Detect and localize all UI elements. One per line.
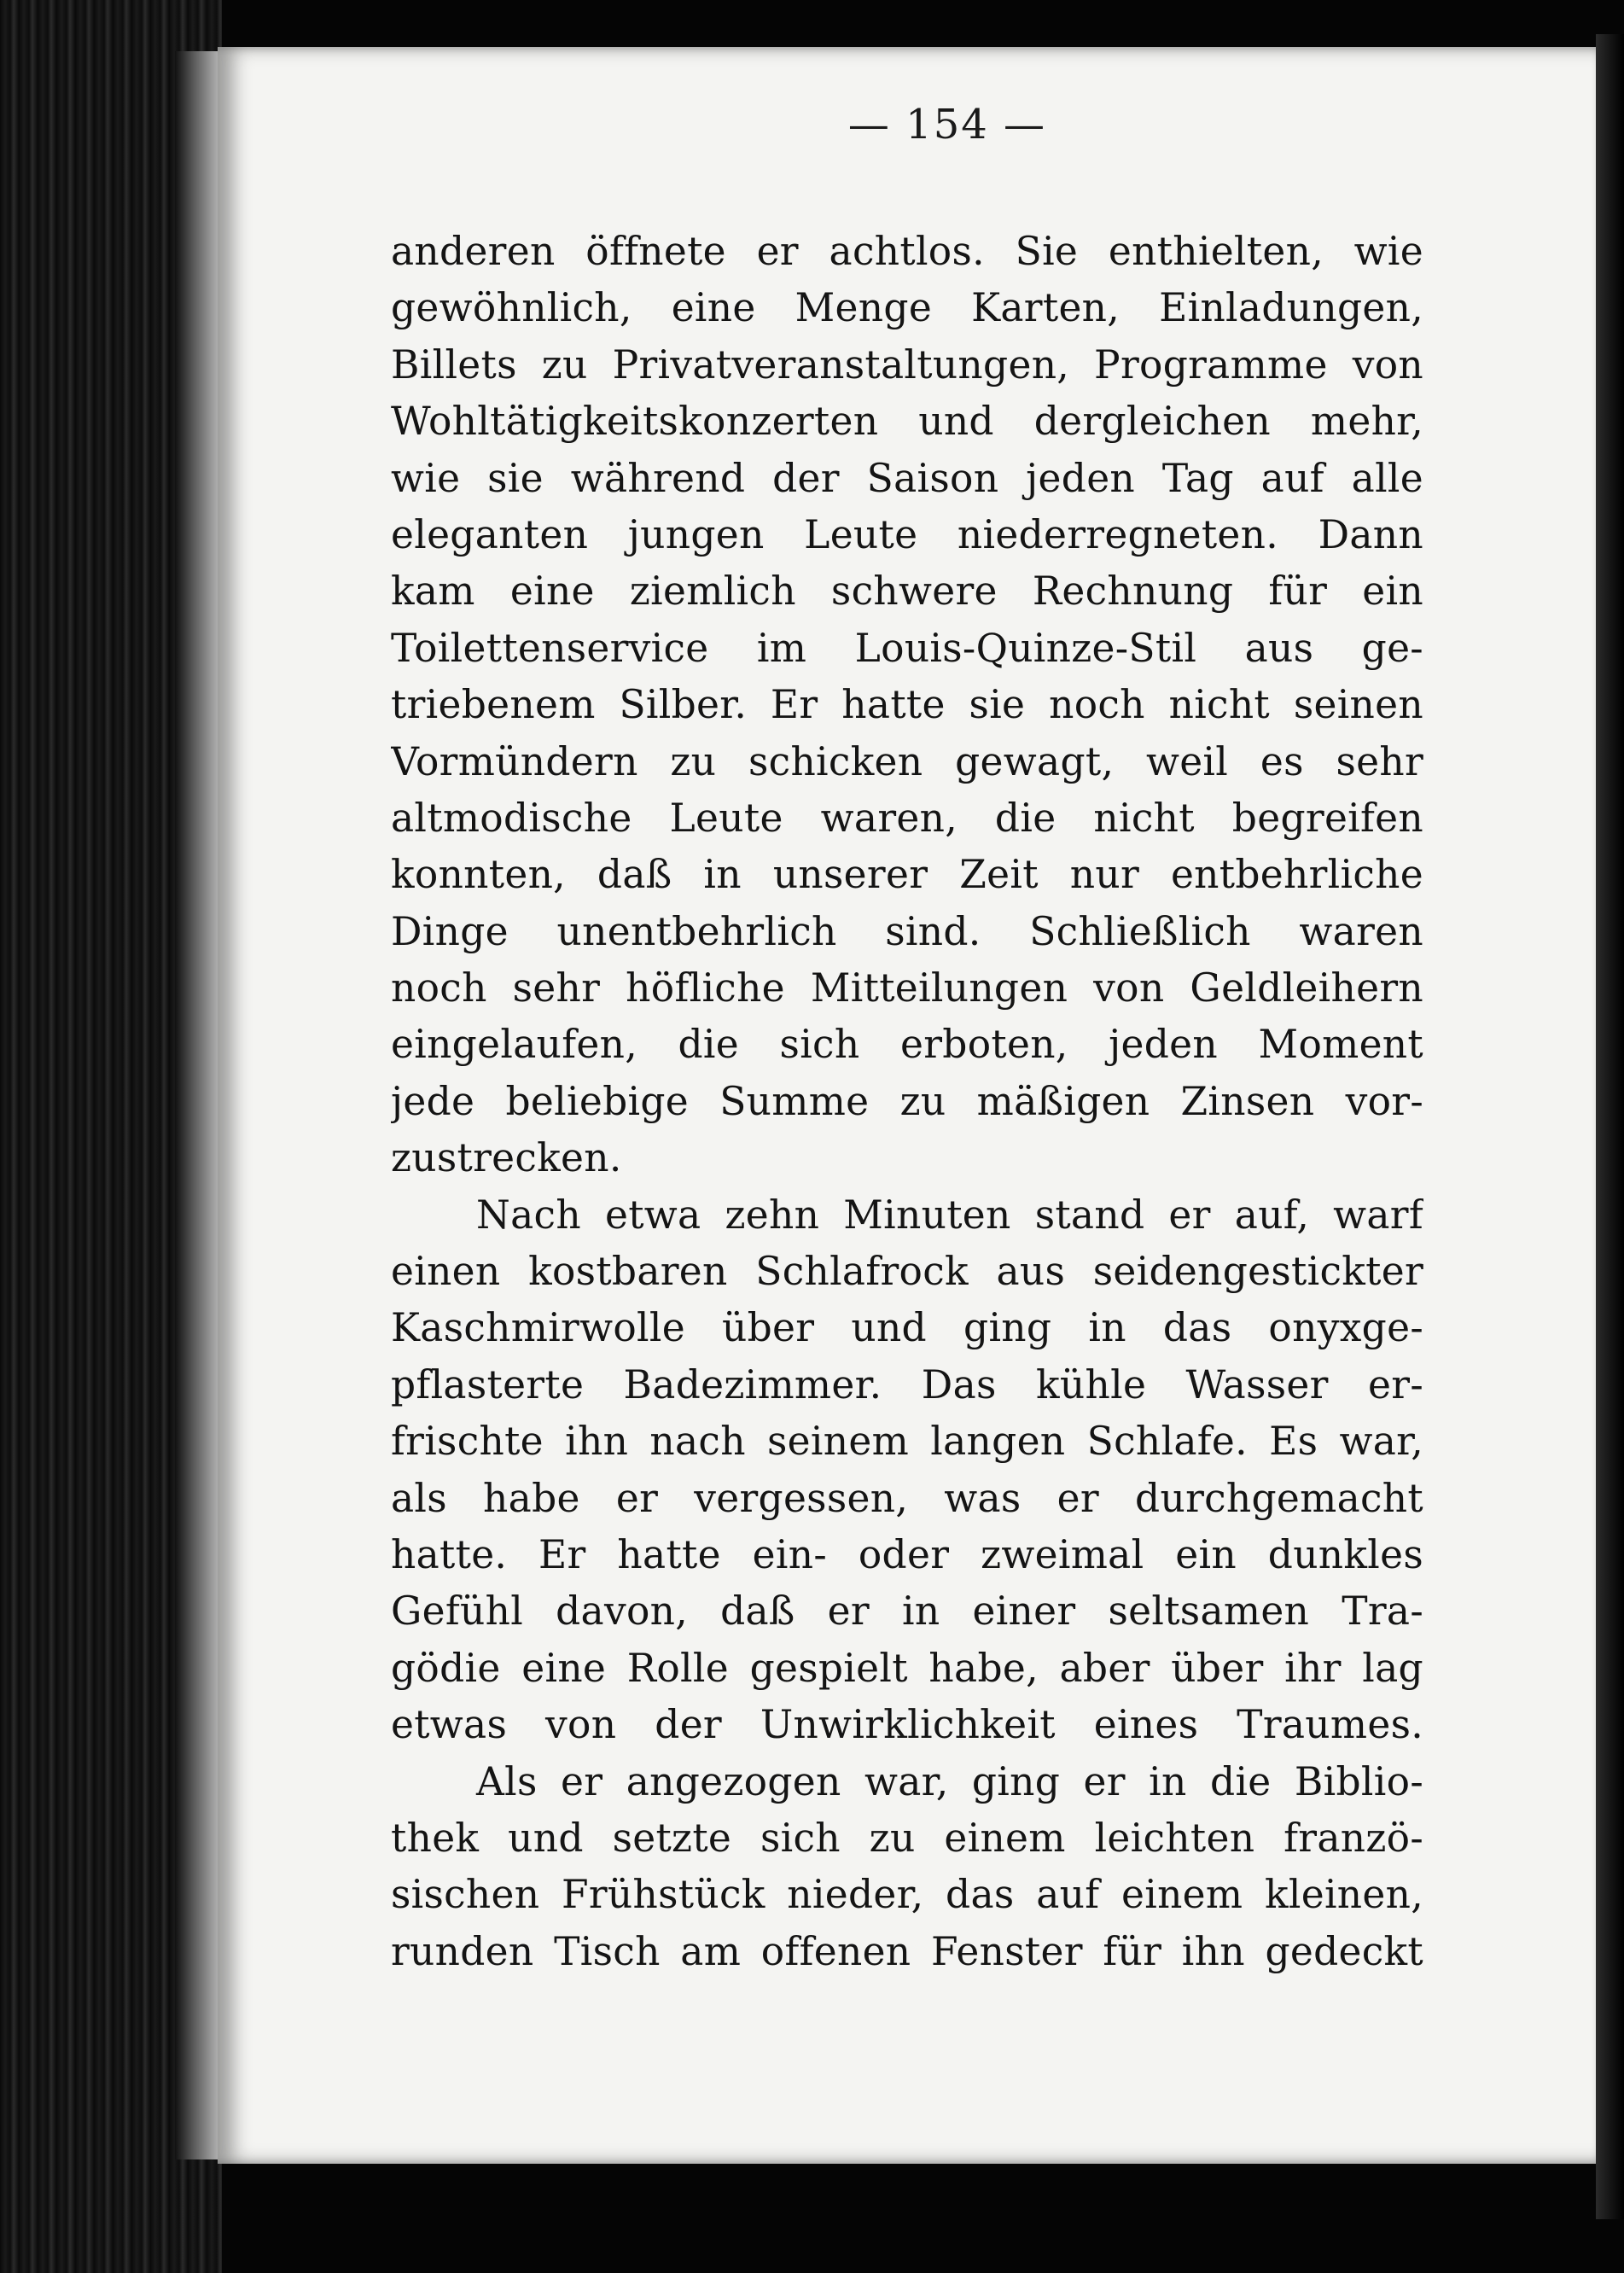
text-line: altmodische Leute waren, die nicht begreifen: [391, 795, 1423, 841]
text-line: Dinge unentbehrlich sind. Schließlich waren: [391, 908, 1423, 954]
text-line: gewöhnlich, eine Menge Karten, Einladungen,: [391, 285, 1423, 331]
text-line: als habe er vergessen, was er durchgemacht: [391, 1475, 1423, 1521]
right-border: [1596, 34, 1624, 2219]
text-line: konnten, daß in unserer Zeit nur entbehrliche: [391, 852, 1423, 898]
text-line: hatte. Er hatte ein- oder zweimal ein dunkles: [391, 1531, 1423, 1577]
text-line: jede beliebige Summe zu mäßigen Zinsen vor-: [391, 1078, 1423, 1124]
text-line: wie sie während der Saison jeden Tag auf alle: [391, 455, 1423, 501]
text-line: Gefühl davon, daß er in einer seltsamen Tra-: [391, 1588, 1423, 1635]
text-line: Nach etwa zehn Minuten stand er auf, warf: [476, 1192, 1423, 1238]
text-line: sischen Frühstück nieder, das auf einem kleinen,: [391, 1872, 1423, 1918]
text-line: Wohltätigkeitskonzerten und dergleichen mehr,: [391, 399, 1423, 445]
text-line: eingelaufen, die sich erboten, jeden Moment: [391, 1022, 1423, 1068]
text-line: Toilettenservice im Louis-Quinze-Stil aus ge-: [391, 625, 1423, 671]
text-line: zustrecken.: [391, 1135, 622, 1181]
text-line: anderen öffnete er achtlos. Sie enthielten, wie: [391, 229, 1423, 274]
text-line: kam eine ziemlich schwere Rechnung für ein: [391, 568, 1423, 615]
text-line: pflasterte Badezimmer. Das kühle Wasser er-: [391, 1361, 1423, 1408]
text-line: etwas von der Unwirklichkeit eines Traumes.: [391, 1702, 1423, 1748]
text-line: gödie eine Rolle gespielt habe, aber über ihr lag: [391, 1645, 1423, 1691]
text-line: Als er angezogen war, ging er in die Biblio-: [476, 1758, 1423, 1804]
text-line: noch sehr höfliche Mitteilungen von Geldleihern: [391, 965, 1423, 1011]
body-text: [391, 224, 1423, 1980]
text-line: runden Tisch am offenen Fenster für ihn gedeckt: [391, 1928, 1423, 1974]
text-line: thek und setzte sich zu einem leichten franzö-: [391, 1815, 1423, 1861]
page-number: — 154 —: [847, 101, 1047, 149]
page-gutter-shadow: [175, 51, 222, 2159]
text-line: triebenem Silber. Er hatte sie noch nicht seinen: [391, 682, 1423, 728]
text-line: frischte ihn nach seinem langen Schlafe. Es war,: [391, 1419, 1423, 1465]
text-line: Vormündern zu schicken gewagt, weil es sehr: [391, 738, 1423, 784]
text-line: Kaschmirwolle über und ging in das onyxge-: [391, 1305, 1423, 1351]
text-line: eleganten jungen Leute niederregneten. Dann: [391, 511, 1423, 557]
text-line: einen kostbaren Schlafrock aus seidengestickter: [391, 1249, 1423, 1295]
text-line: Billets zu Privatveranstaltungen, Programme von: [391, 341, 1423, 388]
